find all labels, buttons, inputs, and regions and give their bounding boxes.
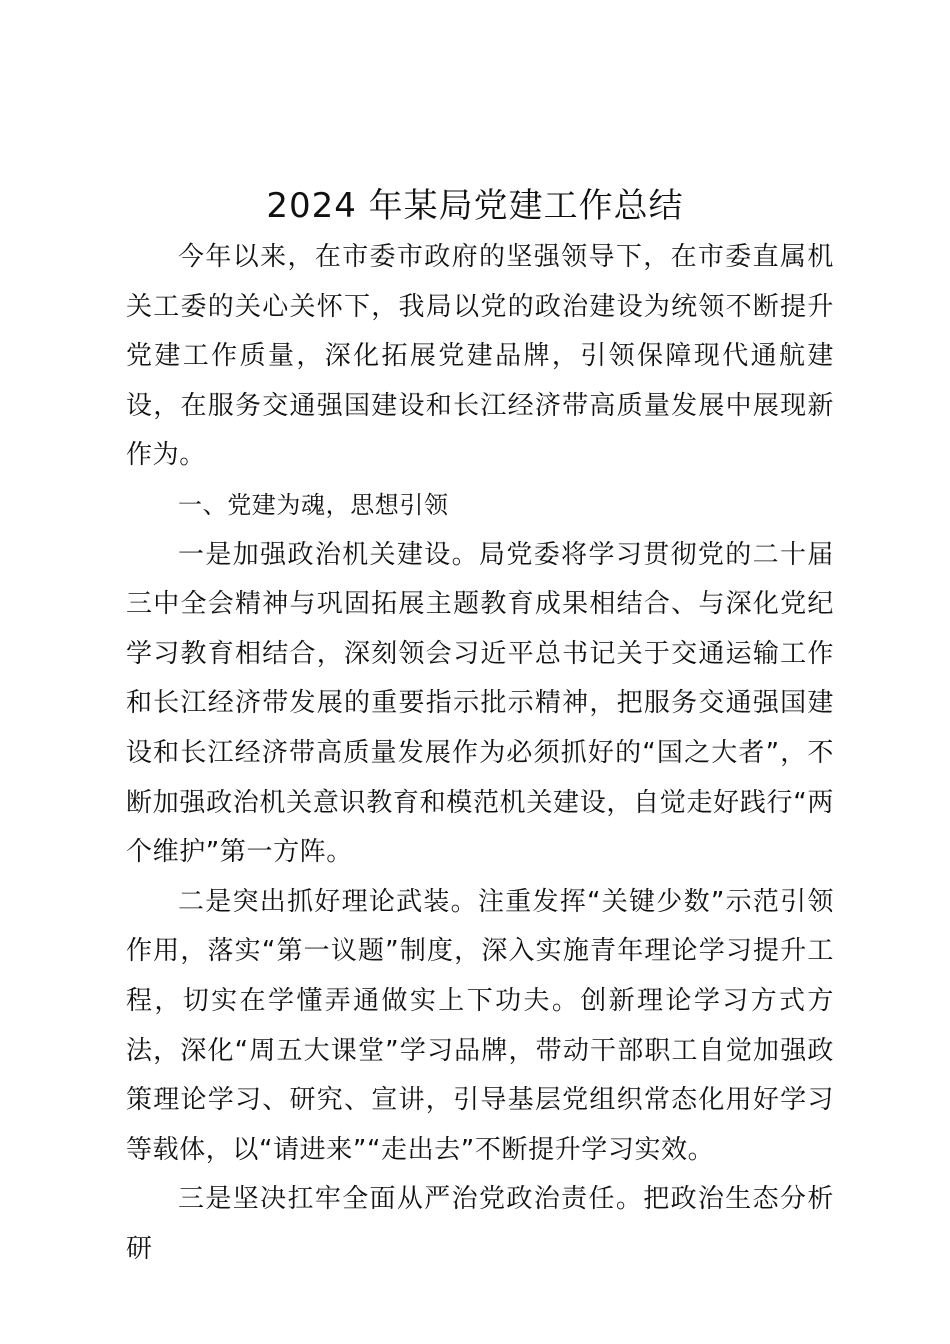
document-title: 2024 年某局党建工作总结 xyxy=(266,186,684,226)
paragraph-point-1: 一是加强政治机关建设。局党委将学习贯彻党的二十届三中全会精神与巩固拓展主题教育成果相结合、与深化党纪学习教育相结合，深刻领会习近平总书记关于交通运输工作和长江经济带发展的重要指示批示精神，把服务交通强国建设和长江经济带高质量发展作为必须抓好的“国之大者”，不断加强政治机关意识教育和模范机关建设，自觉走好践行“两个维护”第一方阵。 xyxy=(126,539,834,868)
section-heading: 一、党建为魂，思想引领 xyxy=(178,490,449,519)
paragraph-intro: 今年以来，在市委市政府的坚强领导下，在市委直属机关工委的关心关怀下，我局以党的政治建设为统领不断提升党建工作质量，深化拓展党建品牌，引领保障现代通航建设，在服务交通强国建设和长江经济带高质量发展中展现新作为。 xyxy=(126,242,834,471)
paragraph-point-2: 二是突出抓好理论武装。注重发挥“关键少数”示范引领作用，落实“第一议题”制度，深入实施青年理论学习提升工程，切实在学懂弄通做实上下功夫。创新理论学习方式方法，深化“周五大课堂”学习品牌，带动干部职工自觉加强政策理论学习、研究、宣讲，引导基层党组织常态化用好学习等载体，以“请进来”“走出去”不断提升学习实效。 xyxy=(126,886,834,1165)
paragraph-point-3: 三是坚决扛牢全面从严治党政治责任。把政治生态分析研 xyxy=(126,1184,834,1264)
document-body xyxy=(126,233,834,1274)
